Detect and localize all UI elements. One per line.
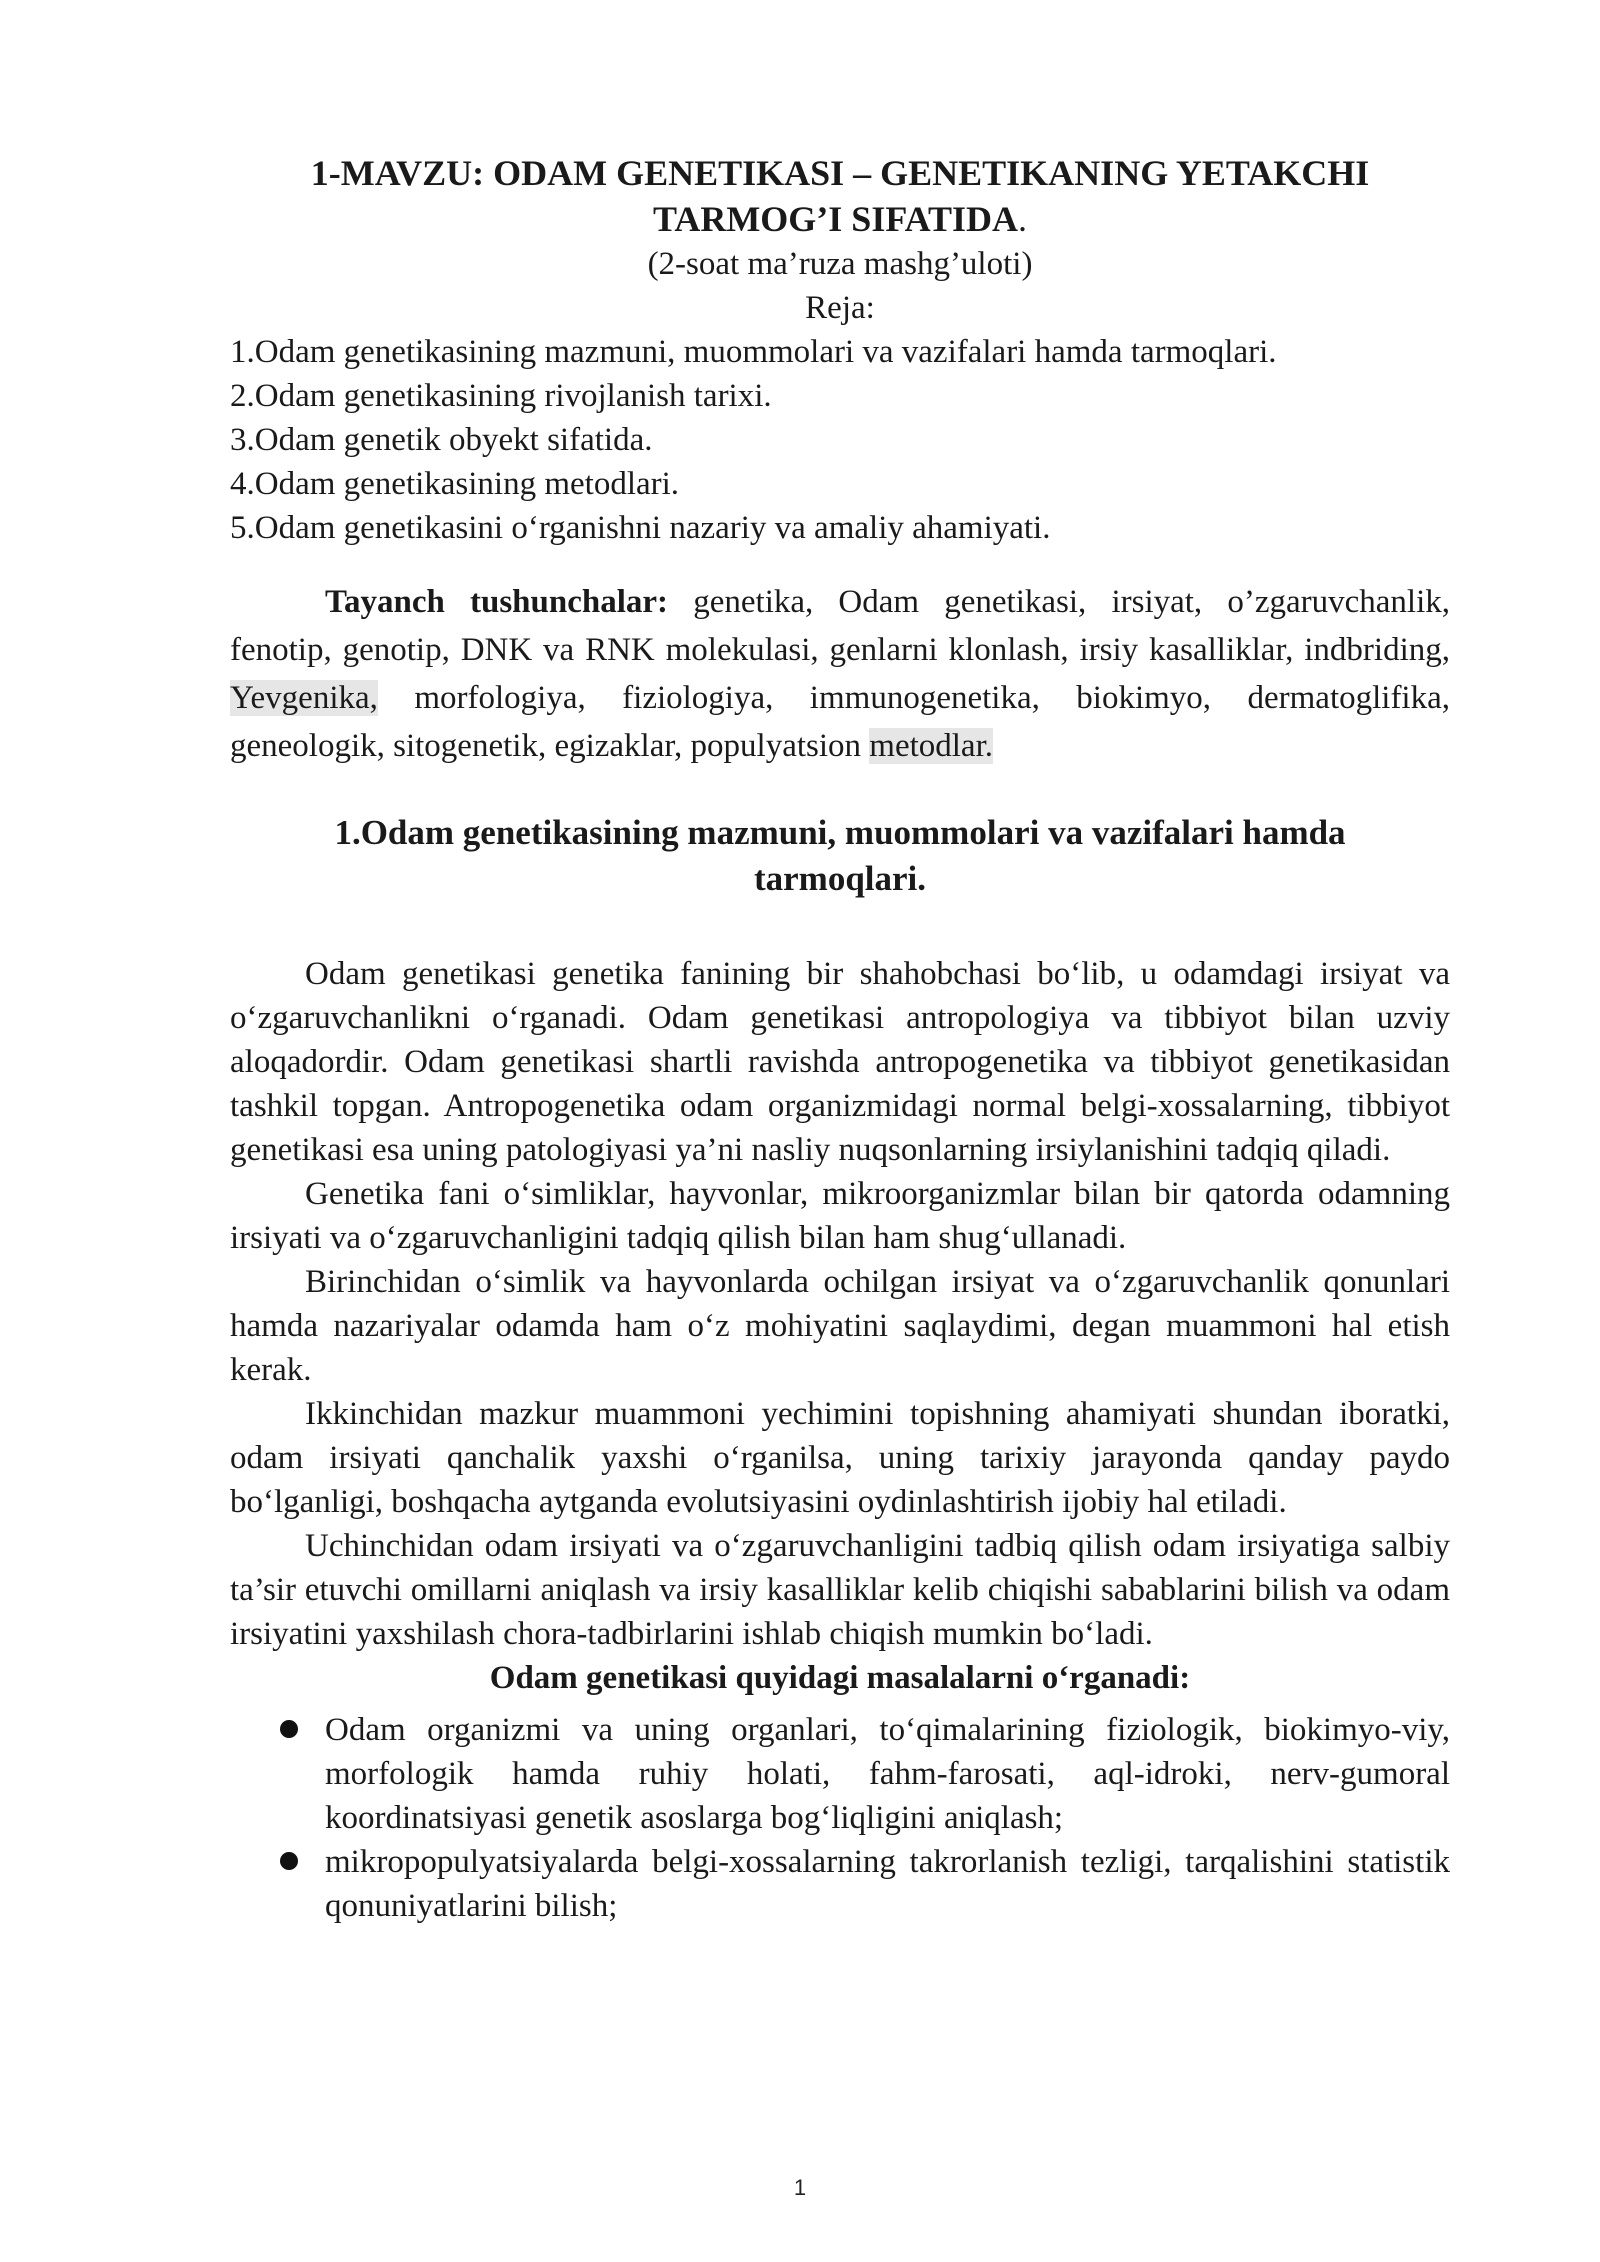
title-period: . (1018, 199, 1027, 239)
plan-item: 1.Odam genetikasining mazmuni, muommolari va vazifalari hamda tarmoqlari. (230, 334, 1277, 370)
title-line-1: 1-MAVZU: ODAM GENETIKASI – GENETIKANING YETAKCHI (310, 153, 1370, 193)
tasks-heading: Odam genetikasi quyidagi masalalarni o‘rganadi: (489, 1660, 1191, 1696)
list-item (230, 1708, 1450, 1840)
body-paragraph: Uchinchidan odam irsiyati va o‘zgaruvchanligini tadbiq qilish odam irsiyatiga salbiy ta’sir etuvchi omillarni aniqlash va irsiy kasalliklar kelib chiqishi sabablarini bilish va odam irsiyatini yaxshilash chora-tadbirlarini ishlab chiqish mumkin bo‘ladi. (230, 1528, 1450, 1652)
bullet-icon (280, 1852, 298, 1870)
plan-item: 4.Odam genetikasining metodlari. (230, 466, 680, 502)
plan-heading: Reja: (805, 290, 875, 326)
list-item-text: Odam organizmi va uning organlari, to‘qimalarining fiziologik, biokimyo-viy, morfologik hamda ruhiy holati, fahm-farosati, aql-idroki, nerv-gumoral koordinatsiyasi genetik asoslarga bog‘liqligini aniqlash; (325, 1712, 1450, 1836)
body-paragraph: Birinchidan o‘simlik va hayvonlarda ochilgan irsiyat va o‘zgaruvchanlik qonunlari hamda nazariyalar odamda ham o‘z mohiyatini saqlaydimi, degan muammoni hal etish kerak. (230, 1264, 1450, 1388)
key-concepts-text-1: genetika, Odam genetikasi, irsiyat, o’zgaruvchanlik, fenotip, genotip, DNK va RNK molekulasi, genlarni klonlash, irsiy kasalliklar, indbriding, (230, 584, 1450, 668)
title-line-2: TARMOG’I SIFATIDA (652, 199, 1018, 239)
body-paragraph: Ikkinchidan mazkur muammoni yechimini topishning ahamiyati shundan iboratki, odam irsiyati qanchalik yaxshi o‘rganilsa, uning tarixiy jarayonda qanday paydo bo‘lganligi, boshqacha aytganda evolutsiyasini oydinlashtirish ijobiy hal etiladi. (230, 1396, 1450, 1520)
document-title (230, 150, 1450, 242)
lecture-subtitle: (2-soat ma’ruza mashg’uloti) (647, 246, 1033, 282)
key-concepts-highlight-1: Yevgenika, (230, 680, 378, 716)
document-page (230, 150, 1450, 1928)
body-paragraph: Odam genetikasi genetika fanining bir shahobchasi bo‘lib, u odamdagi irsiyat va o‘zgaruvchanlikni o‘rganadi. Odam genetikasi antropologiya va tibbiyot bilan uzviy aloqadordir. Odam genetikasi shartli ravishda antropogenetika va tibbiyot genetikasidan tashkil topgan. Antropogenetika odam organizmidagi normal belgi-xossalarning, tibbiyot genetikasi esa uning patologiyasi ya’ni nasliy nuqsonlarning irsiylanishini tadqiq qiladi. (230, 956, 1450, 1168)
section-1-heading: 1.Odam genetikasining mazmuni, muommolari va vazifalari hamda tarmoqlari. (334, 813, 1346, 898)
key-concepts-paragraph (230, 578, 1450, 770)
list-item-text: mikropopulyatsiyalarda belgi-xossalarning takrorlanish tezligi, tarqalishini statistik qonuniyatlarini bilish; (325, 1844, 1450, 1924)
page-number: 1 (793, 2175, 807, 2200)
key-concepts-label: Tayanch tushunchalar: (325, 584, 669, 620)
plan-item: 3.Odam genetik obyekt sifatida. (230, 422, 653, 458)
tasks-list (230, 1708, 1450, 1928)
plan-item: 2.Odam genetikasining rivojlanish tarixi. (230, 378, 772, 414)
plan-item: 5.Odam genetikasini o‘rganishni nazariy va amaliy ahamiyati. (230, 510, 1051, 546)
body-paragraph: Genetika fani o‘simliklar, hayvonlar, mikroorganizmlar bilan bir qatorda odamning irsiyati va o‘zgaruvchanligini tadqiq qilish bilan ham shug‘ullanadi. (230, 1176, 1450, 1256)
bullet-icon (280, 1720, 298, 1738)
key-concepts-text-2: morfologiya, fiziologiya, immunogenetika, biokimyo, dermatoglifika, geneologik, sitogenetik, egizaklar, populyatsion (230, 680, 1450, 764)
plan-list (230, 330, 1450, 550)
list-item (230, 1840, 1450, 1928)
key-concepts-highlight-2: metodlar. (869, 728, 993, 764)
